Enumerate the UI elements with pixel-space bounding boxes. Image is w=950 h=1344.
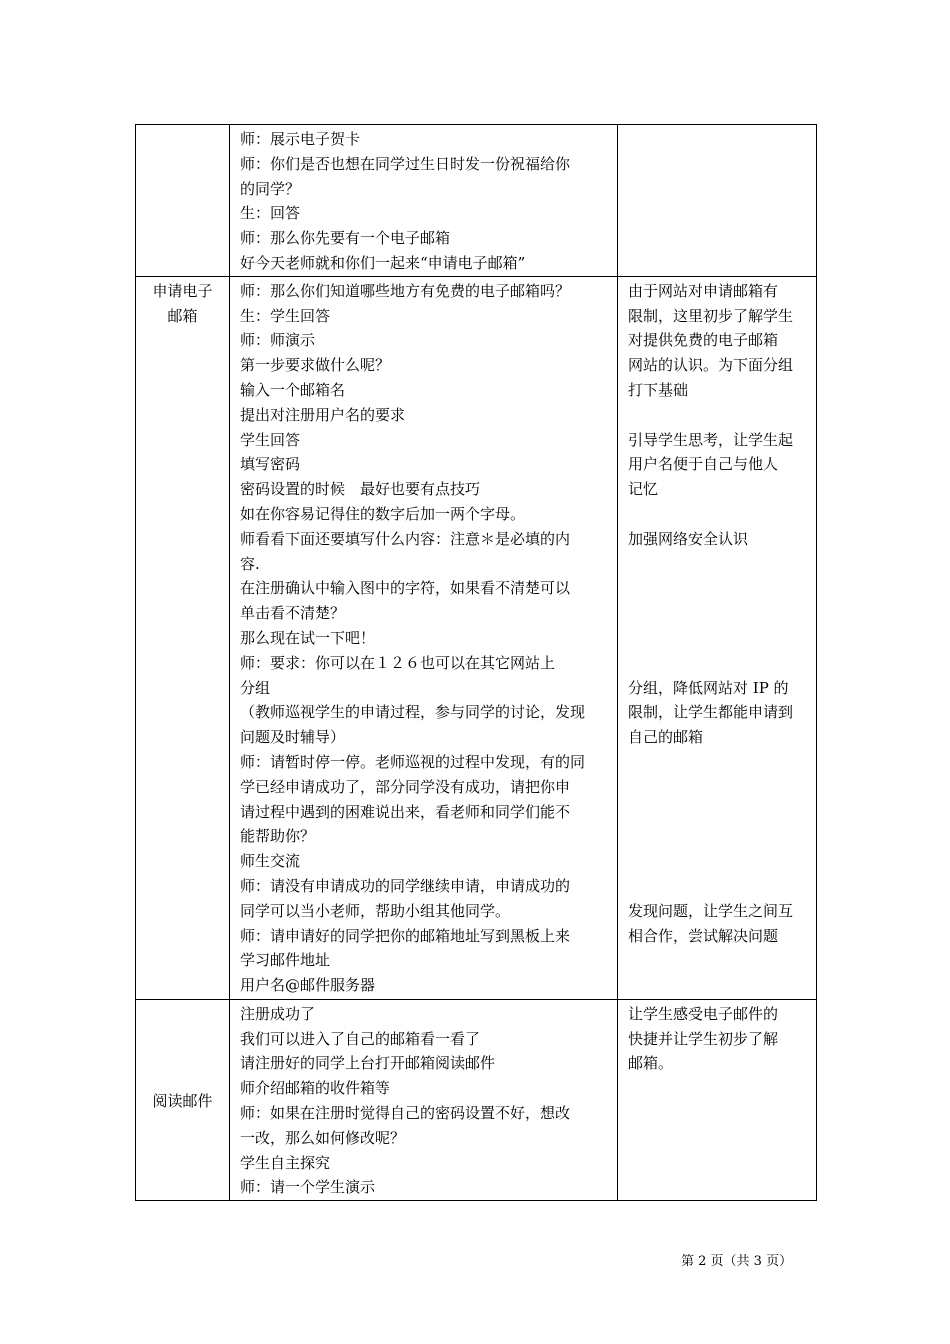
- note-spacer: [628, 849, 810, 874]
- note-line: 由于网站对申请邮箱有: [628, 281, 779, 300]
- notes-cell: [618, 276, 817, 999]
- process-line: 输入一个邮箱名: [240, 380, 346, 399]
- note-line: 引导学生思考，让学生起: [628, 430, 794, 449]
- note-spacer: [628, 874, 810, 899]
- page-number-footer: 第 2 页（共 3 页）: [681, 1254, 793, 1269]
- process-line: 学习邮件地址: [240, 951, 331, 970]
- process-line: 学生自主探究: [240, 1153, 331, 1172]
- process-line: 师：请申请好的同学把你的邮箱地址写到黑板上来: [240, 926, 571, 945]
- process-line: 师：那么你先要有一个电子邮箱: [240, 229, 451, 248]
- process-cell: [230, 125, 618, 277]
- process-line: 的同学？: [240, 179, 301, 198]
- process-line: 学已经申请成功了，部分同学没有成功，请把你申: [240, 777, 571, 796]
- segment-cell: [136, 125, 230, 277]
- notes-cell: [618, 125, 817, 277]
- process-line: 生：学生回答: [240, 306, 331, 325]
- table-row: [136, 999, 817, 1200]
- process-line: 用户名@邮件服务器: [240, 976, 376, 995]
- note-spacer: [628, 403, 810, 428]
- note-line: 邮箱。: [628, 1054, 674, 1073]
- process-line: 师：请没有申请成功的同学继续申请，申请成功的: [240, 876, 571, 895]
- note-line: 快捷并让学生初步了解: [628, 1029, 779, 1048]
- note-line: 发现问题，让学生之间互: [628, 901, 794, 920]
- process-line: 请过程中遇到的困难说出来，看老师和同学们能不: [240, 802, 571, 821]
- note-line: 加强网络安全认识: [628, 529, 749, 548]
- note-spacer: [628, 800, 810, 825]
- process-line: 注册成功了: [240, 1004, 316, 1023]
- process-line: 第一步要求做什么呢？: [240, 356, 391, 375]
- process-line: 如在你容易记得住的数字后加一两个字母。: [240, 504, 526, 523]
- process-line: 单击看不清楚？: [240, 604, 346, 623]
- process-line: 问题及时辅导）: [240, 728, 346, 747]
- note-line: 让学生感受电子邮件的: [628, 1004, 779, 1023]
- note-spacer: [628, 601, 810, 626]
- process-line: 能帮助你？: [240, 827, 316, 846]
- process-line: 师生交流: [240, 852, 301, 871]
- process-line: 师：请暂时停一停。老师巡视的过程中发现，有的同: [240, 752, 586, 771]
- process-line: 师：展示电子贺卡: [240, 130, 361, 148]
- process-line: 师：那么你们知道哪些地方有免费的电子邮箱吗？: [240, 281, 571, 300]
- segment-label: 阅读邮件: [152, 1091, 213, 1110]
- process-line: 师：你们是否也想在同学过生日时发一份祝福给你: [240, 154, 571, 173]
- process-line: 容.: [240, 554, 260, 573]
- process-line: 一改，那么如何修改呢？: [240, 1128, 406, 1147]
- note-spacer: [628, 626, 810, 651]
- process-line: （教师巡视学生的申请过程，参与同学的讨论，发现: [240, 703, 586, 722]
- process-line: 师：师演示: [240, 331, 316, 350]
- note-spacer: [628, 750, 810, 775]
- note-line: 网站的认识。为下面分组: [628, 356, 794, 375]
- note-spacer: [628, 775, 810, 800]
- process-line: 密码设置的时候 最好也要有点技巧: [240, 480, 481, 499]
- process-line: 提出对注册用户名的要求: [240, 405, 406, 424]
- segment-label: 邮箱: [167, 306, 198, 325]
- process-line: 生：回答: [240, 204, 301, 223]
- note-spacer: [628, 824, 810, 849]
- note-line: 相合作，尝试解决问题: [628, 926, 779, 945]
- process-line: 同学可以当小老师，帮助小组其他同学。: [240, 901, 511, 920]
- process-line: 那么现在试一下吧！: [240, 628, 376, 647]
- process-line: 师看看下面还要填写什么内容：注意＊是必填的内: [240, 529, 571, 548]
- table-row: [136, 276, 817, 999]
- note-line: 记忆: [628, 480, 659, 499]
- note-line: 限制，让学生都能申请到: [628, 703, 794, 722]
- process-line: 我们可以进入了自己的邮箱看一看了: [240, 1029, 481, 1048]
- process-cell: [230, 276, 618, 999]
- note-line: 限制，这里初步了解学生: [628, 306, 794, 325]
- note-line: 打下基础: [628, 380, 689, 399]
- segment-cell: [136, 276, 230, 999]
- process-line: 师：请一个学生演示: [240, 1178, 376, 1197]
- process-cell: [230, 999, 618, 1200]
- process-line: 分组: [240, 678, 271, 697]
- note-spacer: [628, 651, 810, 676]
- process-line: 师：如果在注册时觉得自己的密码设置不好，想改: [240, 1103, 571, 1122]
- lesson-plan-table: [135, 124, 817, 1201]
- table-row: [136, 125, 817, 277]
- process-line: 请注册好的同学上台打开邮箱阅读邮件: [240, 1054, 496, 1073]
- process-line: 在注册确认中输入图中的字符，如果看不清楚可以: [240, 579, 571, 598]
- process-line: 好今天老师就和你们一起来“申请电子邮箱”: [240, 253, 526, 272]
- notes-cell: [618, 999, 817, 1200]
- note-spacer: [628, 576, 810, 601]
- process-line: 师介绍邮箱的收件箱等: [240, 1079, 391, 1098]
- process-line: 填写密码: [240, 455, 301, 474]
- process-line: 学生回答: [240, 430, 301, 449]
- note-spacer: [628, 552, 810, 577]
- note-line: 对提供免费的电子邮箱: [628, 331, 779, 350]
- process-line: 师：要求：你可以在１２６也可以在其它网站上: [240, 653, 556, 672]
- segment-cell: [136, 999, 230, 1200]
- note-spacer: [628, 502, 810, 527]
- segment-label: 申请电子: [152, 281, 213, 300]
- note-line: 自己的邮箱: [628, 728, 704, 747]
- note-line: 分组，降低网站对 IP 的: [628, 678, 789, 697]
- note-line: 用户名便于自己与他人: [628, 455, 779, 474]
